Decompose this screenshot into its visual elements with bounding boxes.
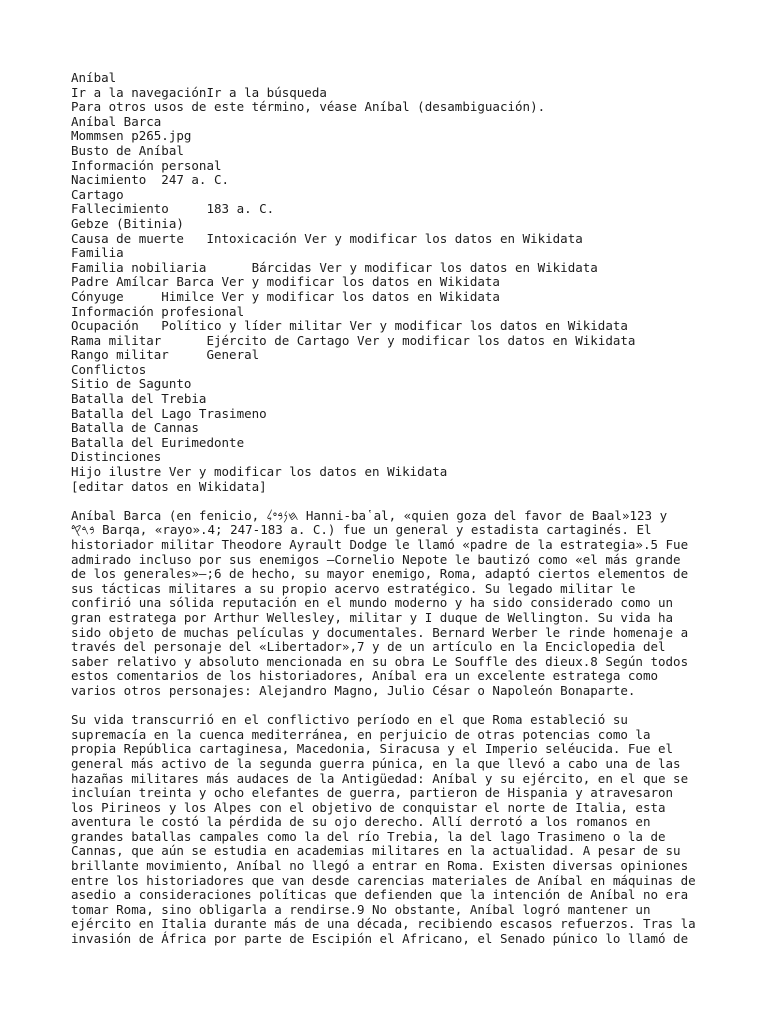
death-row: Fallecimiento 183 a. C. (71, 201, 275, 217)
distinction-row: Hijo ilustre Ver y modificar los datos en Wikidata (71, 464, 448, 480)
occupation-row: Ocupación Político y líder militar Ver y modificar los datos en Wikidata (71, 318, 628, 334)
birth-place: Cartago (71, 186, 124, 202)
disambiguation-note: Para otros usos de este término, véase Aníbal (desambiguación). (71, 99, 546, 115)
conflict-item: Sitio de Sagunto (71, 376, 192, 392)
birth-row: Nacimiento 247 a. C. (71, 172, 230, 188)
infobox-name: Aníbal Barca (71, 113, 162, 129)
body-paragraph-intro: Aníbal Barca (en fenicio, 𐤇𐤍𐤁𐤏𐤋 Hanni-ba῾al, «quien goza del favor de Baal»123 y 𐤁𐤓𐤒 Barqa, «rayo».4; 247-183 a. C.) fue un general y estadista cartaginés. El historiador militar Theodore Ayrault Dodge le llamó «padre de la estrategia».5 Fue admirado incluso por sus enemigos —Cornelio Nepote le bautizó como «el más grande de los generales»—;6 de hecho, su mayor enemigo, Roma, adaptó ciertos elementos de sus tácticas militares a su propio acervo estratégico. Su legado militar le confirió una sólida reputación en el mundo moderno y ha sido considerado como un gran estratega por Arthur Wellesley, militar y I duque de Wellington. Su vida ha sido objeto de muchas películas y documentales. Bernard Werber le rinde homenaje a través del personaje del «Libertador»,7 y de un artículo en la Enciclopedia del saber relativo y absoluto mencionada en su obra Le Souffle des dieux.8 Según todos estos comentarios de los historiadores, Aníbal era un excelente estratega como varios otros personajes: Alejandro Magno, Julio César o Napoleón Bonaparte. (71, 507, 689, 698)
father-row: Padre Amílcar Barca Ver y modificar los datos en Wikidata (71, 274, 500, 290)
spouse-row: Cónyuge Himilce Ver y modificar los datos en Wikidata (71, 288, 500, 304)
military-rank-row: Rango militar General (71, 347, 260, 363)
skip-links: Ir a la navegaciónIr a la búsqueda (71, 84, 327, 100)
infobox-block (71, 71, 711, 494)
section-professional-info: Información profesional (71, 303, 245, 319)
cause-of-death-row: Causa de muerte Intoxicación Ver y modificar los datos en Wikidata (71, 230, 583, 246)
document-page (71, 71, 711, 947)
conflict-item: Batalla del Lago Trasimeno (71, 405, 267, 421)
section-distinctions: Distinciones (71, 449, 162, 465)
death-place: Gebze (Bitinia) (71, 215, 184, 231)
section-conflicts: Conflictos (71, 361, 147, 377)
military-branch-row: Rama militar Ejército de Cartago Ver y modificar los datos en Wikidata (71, 332, 636, 348)
conflict-item: Batalla del Eurimedonte (71, 434, 245, 450)
noble-family-row: Familia nobiliaria Bárcidas Ver y modificar los datos en Wikidata (71, 259, 598, 275)
section-family: Familia (71, 245, 124, 261)
conflict-item: Batalla del Trebia (71, 391, 207, 407)
article-title: Aníbal (71, 70, 117, 85)
section-personal-info: Información personal (71, 157, 222, 173)
infobox-image-filename: Mommsen p265.jpg (71, 128, 192, 144)
conflict-item: Batalla de Cannas (71, 420, 199, 436)
infobox-image-caption: Busto de Aníbal (71, 142, 184, 158)
body-paragraph-life: Su vida transcurrió en el conflictivo período en el que Roma estableció su supremacía en la cuenca mediterránea, en perjuicio de otras potencias como la propia República cartaginesa, Macedonia, Siracusa y el Imperio seléucida. Fue el general más activo de la segunda guerra púnica, en la que llevó a cabo una de las hazañas militares más audaces de la Antigüedad: Aníbal y su ejército, en el que se incluían treinta y ocho elefantes de guerra, partieron de Hispania y atravesaron los Pirineos y los Alpes con el objetivo de conquistar el norte de Italia, esta aventura le costó la pérdida de su ojo derecho. Allí derrotó a los romanos en grandes batallas campales como la del río Trebia, la del lago Trasimeno o la de Cannas, que aún se estudia en academias militares en la actualidad. A pesar de su brillante movimiento, Aníbal no llegó a entrar en Roma. Existen diversas opiniones entre los historiadores que van desde carencias materiales de Aníbal en máquinas de asedio a consideraciones políticas que defienden que la intención de Aníbal no era tomar Roma, sino obligarla a rendirse.9 No obstante, Aníbal logró mantener un ejército en Italia durante más de una década, recibiendo escasos refuerzos. Tras la invasión de África por parte de Escipión el Africano, el Senado púnico lo llamó de (71, 712, 696, 947)
edit-wikidata-link: [editar datos en Wikidata] (71, 478, 267, 494)
